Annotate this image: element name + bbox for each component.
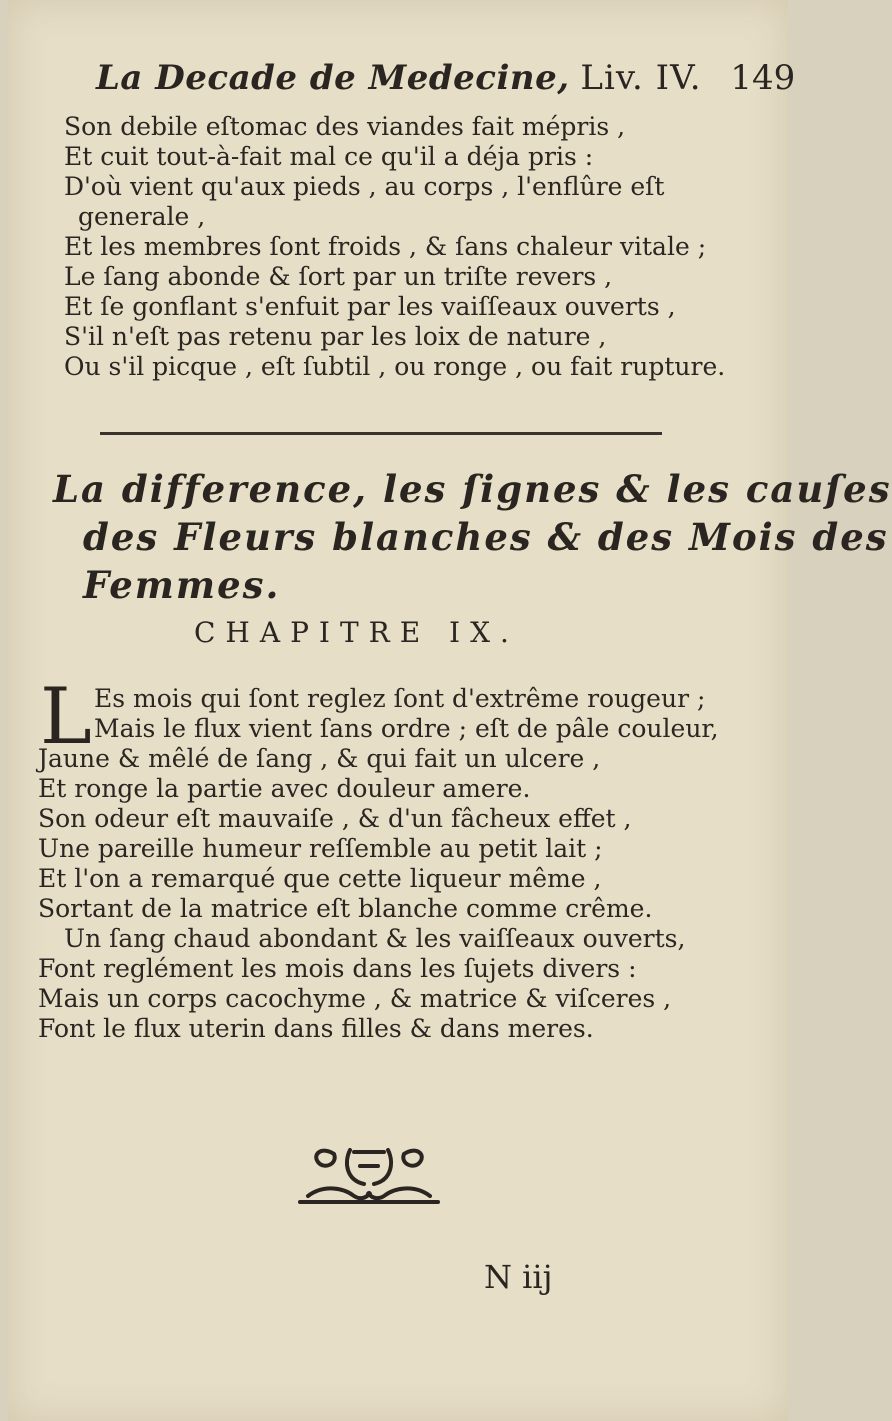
verse-line: Jaune & mêlé de ſang , & qui fait un ulcere , [38,744,601,773]
section-divider [100,432,662,435]
section-heading [53,465,892,609]
verse-line: Et les membres ſont froids , & ſans chaleur vitale ; [64,232,707,261]
verse-line: Et ſe gonflant s'enfuit par les vaiſſeaux ouverts , [64,292,676,321]
heading-line: La difference, les ſignes & les cauſes [53,467,892,511]
verse-line: Et l'on a remarqué que cette liqueur même , [38,864,602,893]
heading-line: des Fleurs blanches & des Mois des [83,515,889,559]
heading-line: Femmes. [83,563,281,607]
verse-line: Mais le flux vient ſans ordre ; eſt de pâle couleur, [94,714,719,743]
running-title: La Decade de Medecine, [96,58,570,98]
verse-line: Font le flux uterin dans filles & dans meres. [38,1014,594,1043]
verse-line: S'il n'eſt pas retenu par les loix de nature , [64,322,607,351]
verse-line: Et cuit tout-à-fait mal ce qu'il a déja pris : [64,142,594,171]
verse-line: Es mois qui ſont reglez ſont d'extrême rougeur ; [94,684,706,713]
verse-block-2 [38,672,728,1044]
fleuron-ornament-icon [294,1140,444,1208]
signature-mark: N iij [484,1258,553,1296]
verse-line: Sortant de la matrice eſt blanche comme crême. [38,894,653,923]
verse-line: Son debile eſtomac des viandes fait mépris , [64,112,626,141]
verse-line: Font reglément les mois dans les ſujets divers : [38,954,637,983]
page-number: 149 [730,58,796,98]
verse-line: Mais un corps cacochyme , & matrice & viſceres , [38,984,672,1013]
chapter-title: CHAPITRE IX. [194,616,519,649]
verse-block-1 [64,112,754,382]
verse-line: Le ſang abonde & ſort par un triſte revers , [64,262,613,291]
running-header [96,58,796,98]
book-page [8,0,892,1421]
verse-line: Un ſang chaud abondant & les vaiſſeaux ouverts, [64,924,686,953]
verse-line: D'où vient qu'aux pieds , au corps , l'enflûre eſt [64,172,665,201]
verse-line: Et ronge la partie avec douleur amere. [38,774,531,803]
drop-cap: L [40,672,92,762]
verse-line: generale , [78,202,206,231]
verse-line: Une pareille humeur reſſemble au petit lait ; [38,834,603,863]
book-number: Liv. IV. [580,58,702,98]
verse-line: Son odeur eſt mauvaiſe , & d'un fâcheux effet , [38,804,632,833]
verse-line: Ou s'il picque , eſt ſubtil , ou ronge , ou fait rupture. [64,352,726,381]
